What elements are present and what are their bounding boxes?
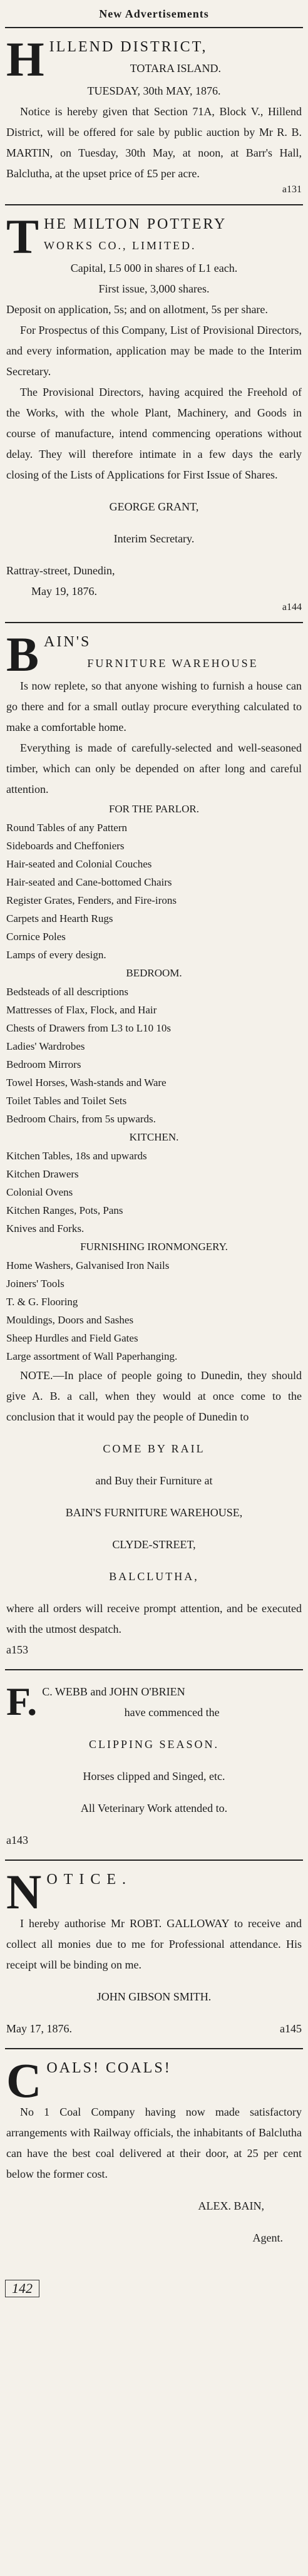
list-item: Chests of Drawers from L3 to L10 10s: [6, 1022, 171, 1034]
ad-ref: a153: [6, 1643, 28, 1656]
signer-role: Interim Secretary.: [113, 532, 195, 545]
list-item: Sheep Hurdles and Field Gates: [6, 1332, 138, 1344]
parlor-list: [6, 819, 302, 964]
list-item: Bedroom Chairs, from 5s upwards.: [6, 1113, 156, 1125]
ad-ref: a145: [280, 2022, 302, 2035]
ad-date: May 19, 1876.: [31, 585, 97, 597]
horses: Horses clipped and Singed, etc.: [83, 1770, 225, 1782]
store-street: CLYDE-STREET,: [112, 1538, 196, 1551]
capital: Capital, L5 000 in shares of L1 each.: [70, 262, 238, 274]
list-item: Hair-seated and Cane-bottomed Chairs: [6, 876, 172, 888]
ad-webb-obrien: [5, 1673, 303, 1857]
come-by-rail: COME BY RAIL: [103, 1442, 205, 1455]
timber: Everything is made of carefully-selected and well-seasoned timber, which can only be depended on after long and careful attention.: [6, 742, 302, 795]
newspaper-page: [5, 0, 303, 2297]
vet: All Veterinary Work attended to.: [80, 1802, 228, 1814]
store-name: BAIN'S FURNITURE WAREHOUSE,: [65, 1506, 243, 1519]
list-item: Round Tables of any Pattern: [6, 822, 128, 834]
list-item: Kitchen Drawers: [6, 1168, 79, 1180]
list-item: Bedroom Mirrors: [6, 1058, 81, 1070]
ad-body: I hereby authorise Mr ROBT. GALLOWAY to receive and collect all monies due to me for Professional attendance. His receipt will be binding on me.: [6, 1917, 302, 1971]
ad-title-2: WORKS CO., LIMITED.: [44, 239, 197, 252]
ad-bains-furniture: [5, 626, 303, 1667]
first-issue: First issue, 3,000 shares.: [98, 282, 210, 295]
list-item: Carpets and Hearth Rugs: [6, 913, 113, 924]
ad-ref: a144: [282, 602, 302, 613]
divider: [5, 204, 303, 205]
list-item: Mattresses of Flax, Flock, and Hair: [6, 1004, 157, 1016]
divider: [5, 2048, 303, 2049]
ad-title: ILLEND DISTRICT,: [49, 39, 208, 55]
clipping-season: CLIPPING SEASON.: [88, 1738, 220, 1751]
ad-ref: a143: [6, 1834, 28, 1846]
list-item: Kitchen Ranges, Pots, Pans: [6, 1204, 123, 1216]
list-item: Sideboards and Cheffoniers: [6, 840, 125, 852]
section-head: BEDROOM.: [126, 967, 182, 979]
list-item: Hair-seated and Colonial Couches: [6, 858, 152, 870]
list-item: Ladies' Wardrobes: [6, 1040, 85, 1052]
intro: Is now replete, so that anyone wishing to furnish a house can go there and for a small outlay procure everything calculated to make a comfortable home.: [6, 680, 302, 733]
bedroom-list: [6, 983, 302, 1128]
list-item: Colonial Ovens: [6, 1186, 73, 1198]
deposit: Deposit on application, 5s; and on allotment, 5s per share.: [6, 303, 268, 316]
ad-title: HE MILTON POTTERY: [44, 216, 227, 232]
list-item: Mouldings, Doors and Sashes: [6, 1314, 134, 1326]
ad-date: TUESDAY, 30th MAY, 1876.: [87, 85, 221, 97]
divider: [5, 1669, 303, 1670]
kitchen-list: [6, 1147, 302, 1238]
ad-body: No 1 Coal Company having now made satisfactory arrangements with Railway officials, the inhabitants of Balclutha can have the best coal delivered at their door, at 25 per cent below the former cost.: [6, 2106, 302, 2180]
signer-name: ALEX. BAIN,: [198, 2200, 264, 2212]
ironmongery-list: [6, 1256, 302, 1365]
line-2: have commenced the: [124, 1706, 220, 1719]
list-item: Large assortment of Wall Paperhanging.: [6, 1350, 178, 1362]
drop-cap: T: [6, 209, 39, 264]
ad-title: C. WEBB and JOHN O'BRIEN: [42, 1685, 185, 1698]
ad-subtitle: FURNITURE WAREHOUSE: [87, 657, 259, 670]
list-item: Cornice Poles: [6, 931, 66, 943]
divider: [5, 622, 303, 623]
ad-ref: a131: [282, 184, 302, 195]
buy-line: and Buy their Furniture at: [95, 1474, 213, 1487]
note: NOTE.—In place of people going to Dunedin, they should give A. B. a call, when they would at once come to the conclusion that it would pay the people of Dunedin to: [6, 1369, 302, 1423]
list-item: Toilet Tables and Toilet Sets: [6, 1095, 127, 1107]
section-head: KITCHEN.: [129, 1131, 179, 1143]
ad-coals: [5, 2052, 303, 2266]
ad-title: OALS! COALS!: [46, 2060, 172, 2076]
page-number: 142: [5, 2280, 39, 2297]
signer-name: GEORGE GRANT,: [109, 500, 199, 513]
address: Rattray-street, Dunedin,: [6, 564, 115, 577]
list-item: Lamps of every design.: [6, 949, 106, 961]
list-item: Kitchen Tables, 18s and upwards: [6, 1150, 147, 1162]
section-head: FURNISHING IRONMONGERY.: [80, 1241, 228, 1253]
list-item: Register Grates, Fenders, and Fire-irons: [6, 894, 177, 906]
list-item: Bedsteads of all descriptions: [6, 986, 128, 998]
ad-subtitle: TOTARA ISLAND.: [130, 62, 221, 75]
drop-cap: B: [6, 627, 39, 681]
list-item: Home Washers, Galvanised Iron Nails: [6, 1260, 170, 1271]
ad-date: [6, 2019, 302, 2039]
divider: [5, 27, 303, 28]
date-text: May 17, 1876.: [6, 2022, 72, 2035]
list-item: Towel Horses, Wash-stands and Ware: [6, 1077, 167, 1089]
page-header: New Advertisements: [99, 8, 209, 20]
drop-cap: N: [6, 1865, 42, 1919]
list-item: T. & G. Flooring: [6, 1296, 78, 1308]
ad-body: Notice is hereby given that Section 71A, Block V., Hillend District, will be offered for sale by public auction by Mr R. B. MARTIN, on Tuesday, 30th May, at noon, at Barr's Hall, Balclutha, at the upset price of £5 per acre.: [6, 105, 302, 180]
prospectus: For Prospectus of this Company, List of Provisional Directors, and every information, application may be made to the Interim Secretary.: [6, 324, 302, 378]
drop-cap: F.: [6, 1679, 38, 1724]
ad-milton-pottery: [5, 208, 303, 619]
orders: where all orders will receive prompt attention, and be executed with the utmost despatch.: [6, 1602, 302, 1635]
ad-notice: [5, 1863, 303, 2046]
store-town: BALCLUTHA,: [109, 1570, 199, 1583]
ad-title: AIN'S: [44, 634, 91, 650]
section-head: FOR THE PARLOR.: [108, 803, 200, 815]
directors: The Provisional Directors, having acquired the Freehold of the Works, with the whole Plant, Machinery, and Goods in course of manufacture, intend commencing operations without delay. They will therefore intimate in a few days the early closing of the Lists of Applications for First Issue of Shares.: [6, 386, 302, 481]
ad-title: OTICE.: [46, 1871, 132, 1888]
drop-cap: C: [6, 2053, 42, 2108]
list-item: Joiners' Tools: [6, 1278, 64, 1290]
list-item: Knives and Forks.: [6, 1223, 85, 1234]
signer-name: JOHN GIBSON SMITH.: [96, 1990, 212, 2003]
ad-hillend: [5, 31, 303, 202]
divider: [5, 1860, 303, 1861]
drop-cap: H: [6, 32, 44, 86]
signer-role: Agent.: [252, 2232, 283, 2244]
